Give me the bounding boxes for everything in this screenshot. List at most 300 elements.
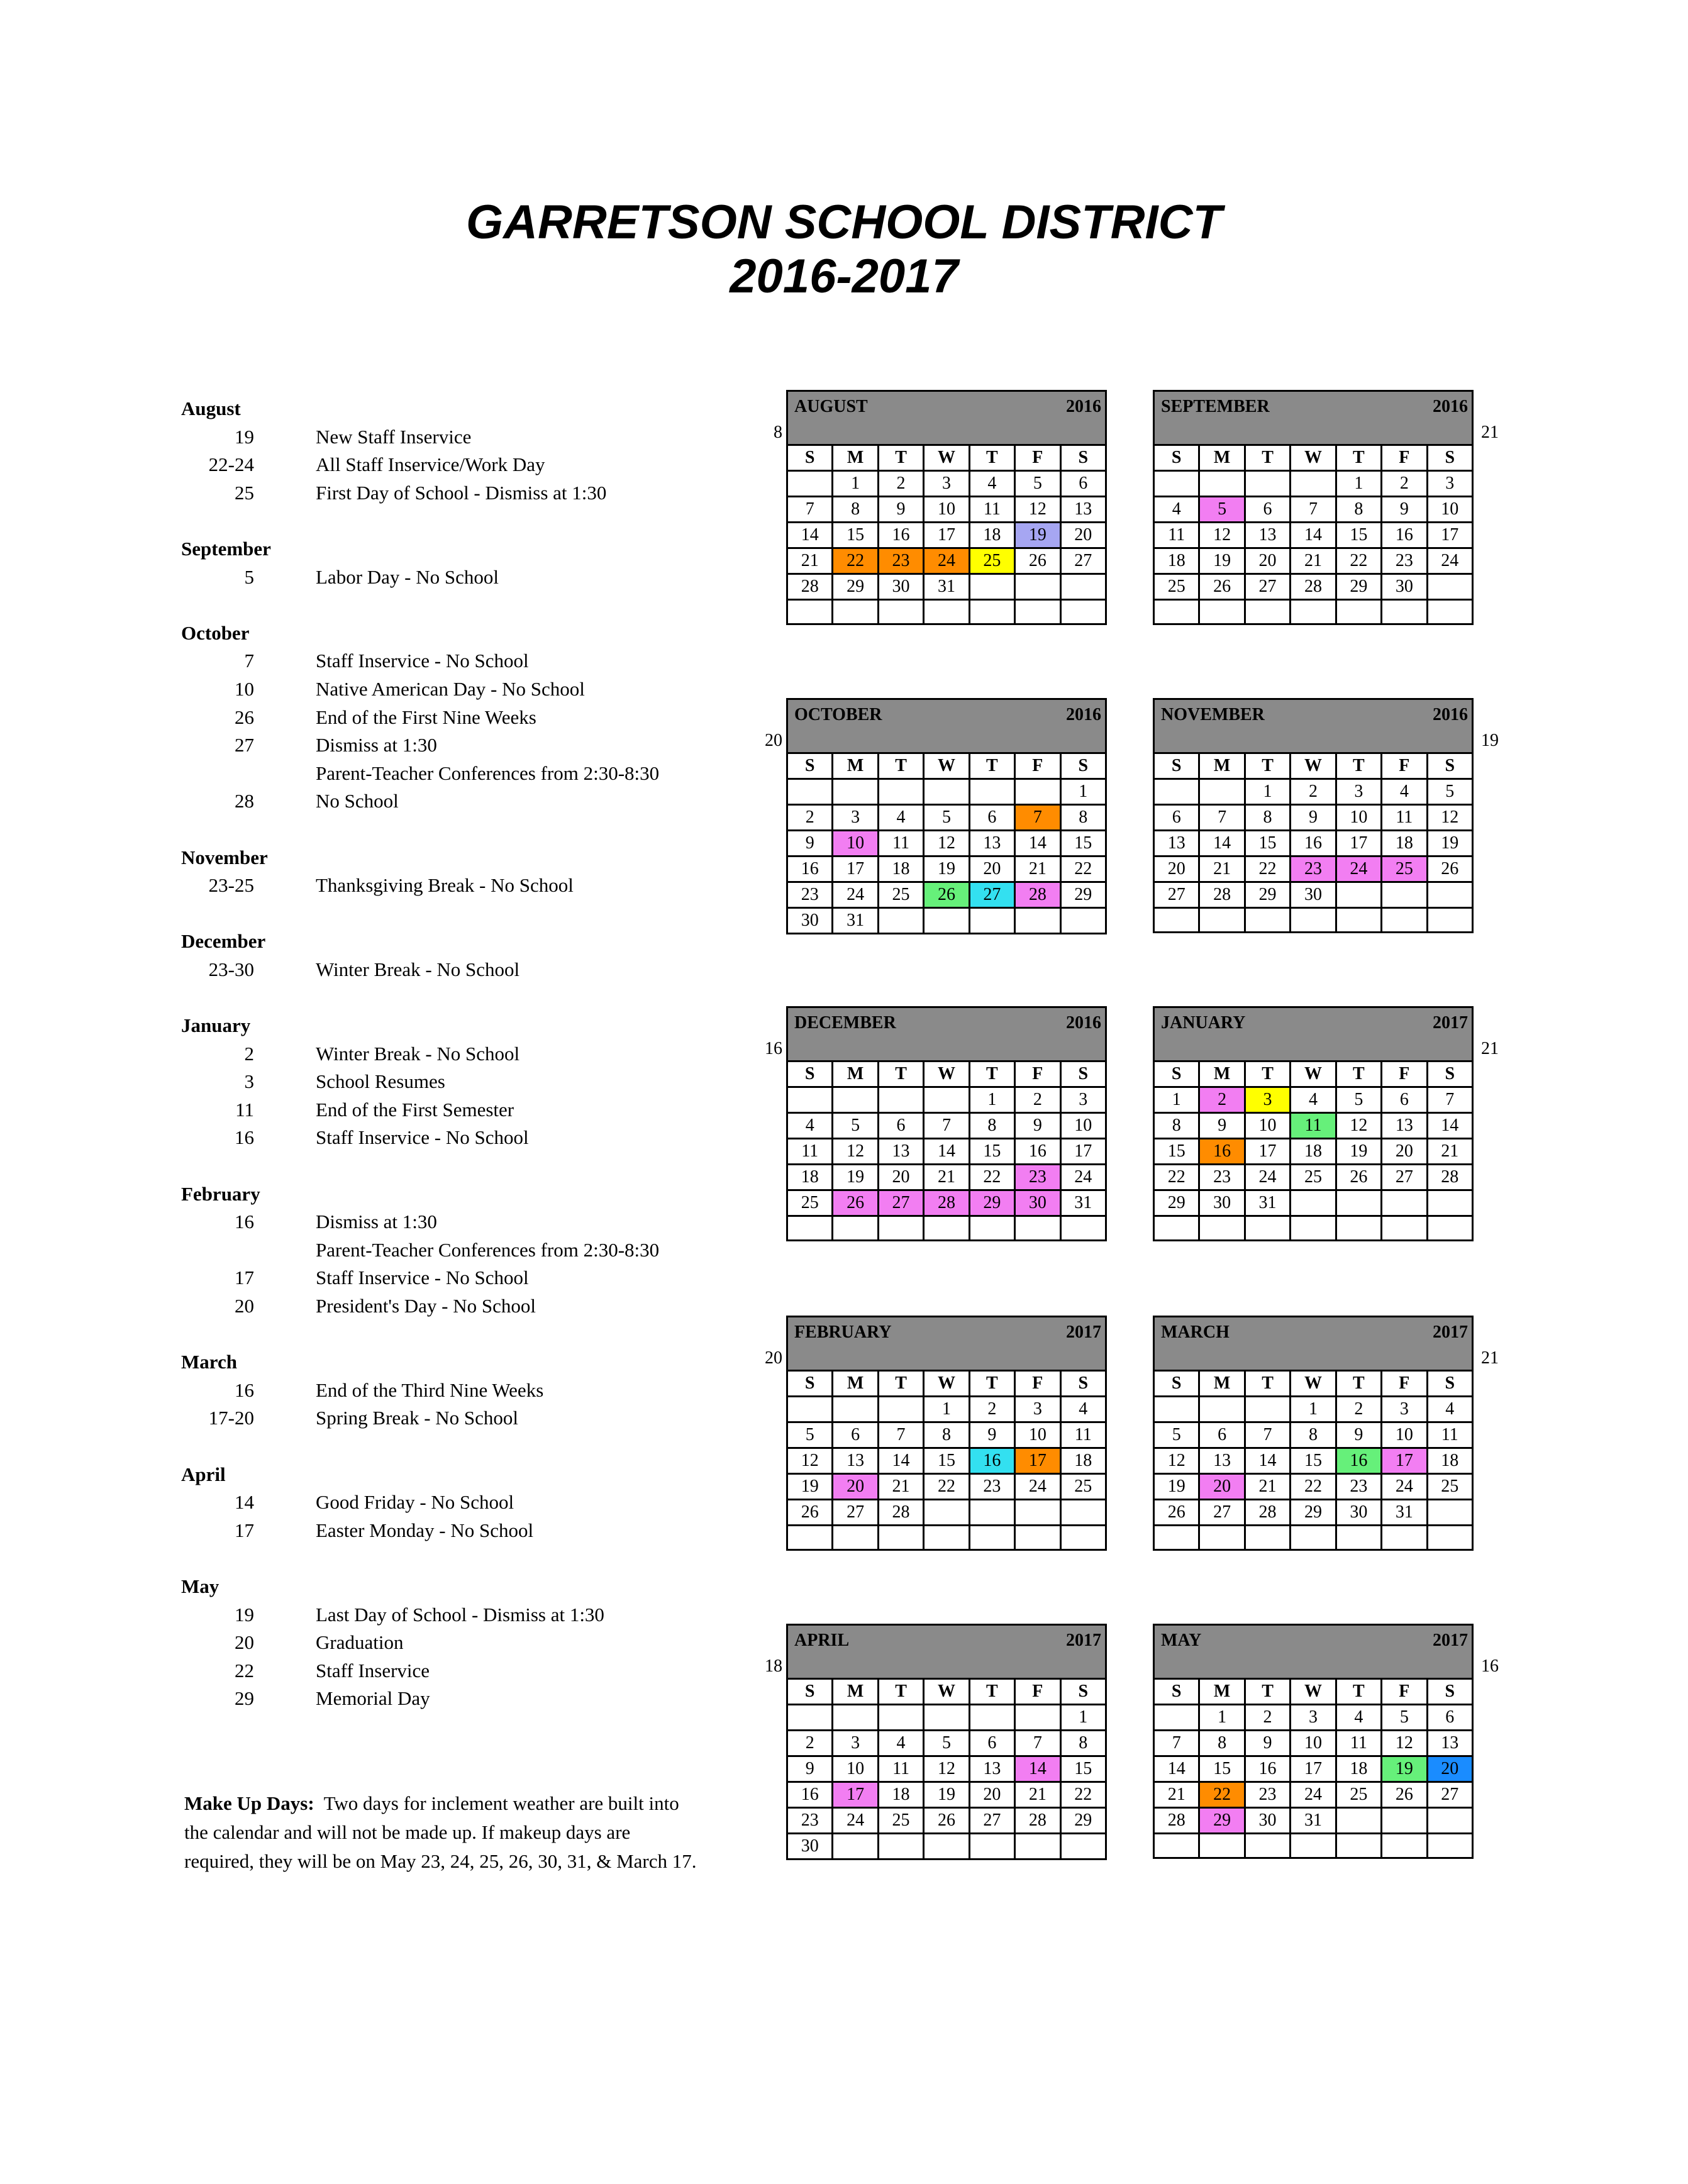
calendar-day <box>833 1397 878 1422</box>
calendar-day: 9 <box>787 831 833 856</box>
calendar-day: 15 <box>1154 1139 1199 1165</box>
calendar-month-name: OCTOBER <box>794 705 882 724</box>
calendar-day: 26 <box>924 882 969 908</box>
weekday-label: S <box>1060 1062 1106 1087</box>
weekday-label: M <box>833 1062 878 1087</box>
calendar-week <box>1154 1216 1473 1241</box>
event-date: 17 <box>235 1519 254 1541</box>
calendar-day: 16 <box>878 523 923 548</box>
calendar-day: 15 <box>1291 1448 1336 1474</box>
calendar-day: 31 <box>833 908 878 934</box>
calendar-day <box>1245 1216 1290 1241</box>
weekday-label: W <box>1291 445 1336 471</box>
event-row <box>181 1068 747 1096</box>
calendar-day <box>1154 1216 1199 1241</box>
calendar-day: 25 <box>1382 856 1427 882</box>
calendar-year: 2016 <box>1433 397 1468 416</box>
school-day-count: 16 <box>765 1039 782 1058</box>
calendar-day: 18 <box>1060 1448 1106 1474</box>
calendar-day: 7 <box>924 1113 969 1139</box>
calendar-month-name: DECEMBER <box>794 1013 896 1033</box>
calendar-day: 24 <box>1427 548 1472 574</box>
calendar-day: 22 <box>1291 1474 1336 1500</box>
calendar-day <box>1060 1834 1106 1860</box>
event-description: Dismiss at 1:30 <box>316 734 437 757</box>
calendar-day <box>833 600 878 624</box>
calendar-day <box>833 1705 878 1731</box>
calendar-week <box>787 908 1106 934</box>
calendar-day <box>1336 908 1381 933</box>
calendar-week <box>1154 1190 1473 1216</box>
events-spacer <box>181 984 747 1012</box>
weekday-label: T <box>1336 1679 1381 1705</box>
calendar-day <box>878 1397 923 1422</box>
calendar-day: 7 <box>1245 1422 1290 1448</box>
calendar-day: 17 <box>1336 831 1381 856</box>
weekday-label: T <box>1336 1062 1381 1087</box>
calendar-week <box>1154 1834 1473 1858</box>
calendar-day: 23 <box>1382 548 1427 574</box>
calendar-header <box>1153 390 1474 444</box>
calendar-day: 3 <box>1291 1705 1336 1731</box>
calendar-day: 17 <box>1427 523 1472 548</box>
calendar-day: 20 <box>1245 548 1290 574</box>
calendar-day: 13 <box>878 1139 923 1165</box>
calendar-day: 28 <box>878 1500 923 1526</box>
calendar-day: 8 <box>1245 805 1290 831</box>
event-date: 17-20 <box>208 1407 254 1429</box>
month-calendar-may <box>1153 1624 1474 1859</box>
event-row <box>181 1685 747 1713</box>
district-title: GARRETSON SCHOOL DISTRICT <box>466 196 1222 249</box>
calendar-day: 26 <box>1154 1500 1199 1526</box>
calendar-day: 16 <box>1245 1756 1290 1782</box>
month-calendar-april <box>786 1624 1107 1860</box>
calendar-week <box>787 1087 1106 1113</box>
month-calendar-december <box>786 1006 1107 1241</box>
school-day-count: 21 <box>1481 423 1499 442</box>
weekday-label: T <box>969 753 1014 779</box>
calendar-day: 2 <box>1336 1397 1381 1422</box>
weekday-label: T <box>878 753 923 779</box>
calendar-day: 20 <box>878 1165 923 1190</box>
event-description: No School <box>316 790 399 812</box>
calendar-day: 3 <box>1336 779 1381 805</box>
weekday-label: S <box>1060 753 1106 779</box>
calendar-day: 9 <box>1245 1731 1290 1756</box>
event-description: Last Day of School - Dismiss at 1:30 <box>316 1603 604 1626</box>
weekday-label: T <box>1336 753 1381 779</box>
calendar-day <box>1427 1190 1472 1216</box>
calendar-day: 21 <box>924 1165 969 1190</box>
calendar-day: 12 <box>924 1756 969 1782</box>
event-row <box>181 423 747 452</box>
calendar-grid <box>786 752 1107 934</box>
calendar-day: 30 <box>787 908 833 934</box>
calendar-day: 4 <box>969 471 1014 497</box>
calendar-day: 30 <box>1015 1190 1060 1216</box>
calendar-day <box>878 1216 923 1241</box>
calendar-day: 4 <box>1382 779 1427 805</box>
weekday-label: S <box>1154 1062 1199 1087</box>
calendar-week <box>787 1834 1106 1860</box>
calendar-day: 4 <box>1060 1397 1106 1422</box>
calendar-day: 1 <box>969 1087 1014 1113</box>
calendar-day: 28 <box>1427 1165 1472 1190</box>
calendar-week <box>787 1731 1106 1756</box>
calendar-day: 6 <box>878 1113 923 1139</box>
calendar-day <box>1015 600 1060 624</box>
event-date: 23-30 <box>208 958 254 980</box>
calendar-year: 2016 <box>1066 397 1101 416</box>
calendar-day: 21 <box>1015 1782 1060 1808</box>
event-date: 14 <box>235 1491 254 1514</box>
calendar-day: 14 <box>1291 523 1336 548</box>
calendar-week <box>1154 1500 1473 1526</box>
calendar-day: 25 <box>1336 1782 1381 1808</box>
calendar-day: 1 <box>833 471 878 497</box>
calendar-day: 18 <box>878 856 923 882</box>
calendar-day: 8 <box>1336 497 1381 523</box>
weekday-label: M <box>833 1679 878 1705</box>
calendar-day: 5 <box>1336 1087 1381 1113</box>
calendar-day: 30 <box>1245 1808 1290 1834</box>
calendar-day <box>787 779 833 805</box>
event-date: 2 <box>244 1042 254 1065</box>
calendar-header <box>1153 1006 1474 1060</box>
event-row <box>181 1264 747 1292</box>
calendar-day: 24 <box>924 548 969 574</box>
calendar-day: 21 <box>1245 1474 1290 1500</box>
calendar-day: 18 <box>1154 548 1199 574</box>
calendar-day: 8 <box>833 497 878 523</box>
calendar-day: 16 <box>1199 1139 1245 1165</box>
weekday-label: M <box>833 1371 878 1397</box>
calendar-day: 26 <box>1382 1782 1427 1808</box>
events-month-heading: January <box>181 1014 251 1037</box>
calendar-day: 16 <box>1291 831 1336 856</box>
calendar-day <box>878 1705 923 1731</box>
calendar-day: 8 <box>969 1113 1014 1139</box>
calendar-day: 21 <box>1015 856 1060 882</box>
calendar-day: 6 <box>1060 471 1106 497</box>
calendar-day: 5 <box>833 1113 878 1139</box>
events-spacer <box>181 591 747 619</box>
event-description: Graduation <box>316 1631 404 1654</box>
calendar-day <box>1015 574 1060 600</box>
calendar-day: 3 <box>1015 1397 1060 1422</box>
calendar-day <box>1382 1834 1427 1858</box>
calendar-day <box>878 600 923 624</box>
calendar-day: 27 <box>1154 882 1199 908</box>
calendar-day <box>1199 908 1245 933</box>
calendar-day: 2 <box>1382 471 1427 497</box>
calendar-day: 1 <box>1154 1087 1199 1113</box>
calendar-day: 22 <box>1199 1782 1245 1808</box>
weekday-label: S <box>787 445 833 471</box>
calendar-day <box>1015 1500 1060 1526</box>
event-description: Winter Break - No School <box>316 958 520 980</box>
calendar-day: 19 <box>1382 1756 1427 1782</box>
calendar-day: 24 <box>1382 1474 1427 1500</box>
calendar-day <box>969 908 1014 934</box>
calendar-day: 16 <box>969 1448 1014 1474</box>
calendar-day: 12 <box>1199 523 1245 548</box>
calendar-day: 16 <box>1382 523 1427 548</box>
event-row <box>181 872 747 900</box>
calendar-day <box>1427 1834 1472 1858</box>
calendar-day: 28 <box>787 574 833 600</box>
calendar-day: 19 <box>833 1165 878 1190</box>
calendar-week <box>787 600 1106 624</box>
calendar-day: 27 <box>1199 1500 1245 1526</box>
calendar-day: 19 <box>1199 548 1245 574</box>
calendar-header <box>786 390 1107 444</box>
calendar-day <box>969 1705 1014 1731</box>
calendar-day <box>1154 1526 1199 1550</box>
events-month-heading: November <box>181 846 268 868</box>
event-row <box>181 1096 747 1124</box>
event-description: All Staff Inservice/Work Day <box>316 453 545 476</box>
calendar-day: 19 <box>1154 1474 1199 1500</box>
weekday-label: W <box>924 445 969 471</box>
calendar-day: 13 <box>1199 1448 1245 1474</box>
calendar-day: 10 <box>1060 1113 1106 1139</box>
weekday-label: T <box>969 445 1014 471</box>
calendar-month-name: SEPTEMBER <box>1161 397 1270 416</box>
calendar-week <box>787 805 1106 831</box>
calendar-day <box>924 1834 969 1860</box>
event-description: End of the Third Nine Weeks <box>316 1378 544 1401</box>
calendar-day: 19 <box>787 1474 833 1500</box>
calendar-day <box>1060 600 1106 624</box>
calendar-day: 12 <box>924 831 969 856</box>
calendar-day <box>1154 471 1199 497</box>
event-date: 22-24 <box>208 453 254 476</box>
event-row <box>181 1208 747 1236</box>
calendar-day: 26 <box>924 1808 969 1834</box>
weekday-label: T <box>878 1062 923 1087</box>
event-date: 10 <box>235 677 254 700</box>
calendar-day: 7 <box>1015 1731 1060 1756</box>
month-calendar-august <box>786 390 1107 625</box>
events-month-heading: October <box>181 621 250 644</box>
calendar-day: 12 <box>1154 1448 1199 1474</box>
calendar-day: 31 <box>1245 1190 1290 1216</box>
calendar-day: 31 <box>924 574 969 600</box>
calendar-day: 4 <box>1336 1705 1381 1731</box>
calendar-day: 24 <box>1015 1474 1060 1500</box>
event-date: 7 <box>244 650 254 672</box>
calendar-day: 27 <box>1427 1782 1472 1808</box>
calendar-day <box>969 1216 1014 1241</box>
makeup-line-2: the calendar and will not be made up. If makeup days are <box>184 1821 631 1843</box>
calendar-day <box>1199 1526 1245 1550</box>
calendar-day <box>787 1087 833 1113</box>
calendar-day: 25 <box>787 1190 833 1216</box>
calendar-day: 23 <box>969 1474 1014 1500</box>
calendar-day <box>878 1834 923 1860</box>
calendar-day <box>1199 600 1245 624</box>
calendar-day: 7 <box>1427 1087 1472 1113</box>
calendar-day: 30 <box>1199 1190 1245 1216</box>
calendar-day <box>1199 1216 1245 1241</box>
event-description: Parent-Teacher Conferences from 2:30-8:30 <box>316 762 660 784</box>
weekday-label: T <box>969 1371 1014 1397</box>
makeup-line-1: Two days for inclement weather are built into <box>323 1792 679 1814</box>
event-date: 27 <box>235 734 254 757</box>
calendar-day <box>787 1526 833 1550</box>
calendar-day <box>924 1705 969 1731</box>
calendar-week <box>787 471 1106 497</box>
events-month-heading: August <box>181 397 241 419</box>
calendar-day: 3 <box>924 471 969 497</box>
events-month-heading: September <box>181 537 271 560</box>
calendar-header <box>786 1624 1107 1678</box>
weekday-label: F <box>1382 1679 1427 1705</box>
calendar-day <box>833 1526 878 1550</box>
calendar-day: 25 <box>1060 1474 1106 1500</box>
calendar-day: 20 <box>969 856 1014 882</box>
calendar-grid <box>786 1678 1107 1860</box>
calendar-day <box>1245 1834 1290 1858</box>
school-day-count: 21 <box>1481 1348 1499 1368</box>
weekday-label: W <box>924 1679 969 1705</box>
calendar-day: 25 <box>1291 1165 1336 1190</box>
month-calendar-february <box>786 1316 1107 1551</box>
events-spacer <box>181 1152 747 1180</box>
calendar-week <box>787 1756 1106 1782</box>
event-description: School Resumes <box>316 1070 445 1093</box>
calendar-day: 17 <box>1291 1756 1336 1782</box>
calendar-day: 16 <box>1015 1139 1060 1165</box>
event-description: Staff Inservice - No School <box>316 1126 529 1149</box>
calendar-day: 29 <box>1060 1808 1106 1834</box>
calendar-day <box>1015 908 1060 934</box>
event-description: Spring Break - No School <box>316 1407 519 1429</box>
school-day-count: 20 <box>765 731 782 750</box>
calendar-day: 3 <box>1060 1087 1106 1113</box>
calendar-day: 25 <box>878 1808 923 1834</box>
calendar-week <box>1154 908 1473 933</box>
calendar-day: 5 <box>1015 471 1060 497</box>
event-date: 20 <box>235 1631 254 1654</box>
events-month-heading: March <box>181 1351 237 1373</box>
weekday-label: S <box>1427 1679 1472 1705</box>
calendar-day: 24 <box>833 1808 878 1834</box>
calendar-day <box>1015 1705 1060 1731</box>
calendar-day <box>1154 600 1199 624</box>
calendar-day: 5 <box>924 805 969 831</box>
event-row <box>181 1292 747 1321</box>
calendar-day: 12 <box>1015 497 1060 523</box>
calendar-day: 24 <box>1291 1782 1336 1808</box>
weekday-label: F <box>1015 1371 1060 1397</box>
calendar-day: 5 <box>1199 497 1245 523</box>
calendar-year: 2017 <box>1066 1322 1101 1342</box>
calendar-day <box>1336 1190 1381 1216</box>
event-row <box>181 760 747 788</box>
calendar-day: 26 <box>1015 548 1060 574</box>
weekday-label: M <box>1199 753 1245 779</box>
calendar-day <box>1245 908 1290 933</box>
weekday-label: M <box>1199 1062 1245 1087</box>
event-row <box>181 647 747 675</box>
calendar-day: 20 <box>833 1474 878 1500</box>
calendar-header <box>786 1006 1107 1060</box>
calendar-day: 16 <box>1336 1448 1381 1474</box>
calendar-day <box>833 1087 878 1113</box>
calendar-day: 2 <box>787 1731 833 1756</box>
calendar-day: 7 <box>1154 1731 1199 1756</box>
calendar-day <box>1015 1216 1060 1241</box>
calendar-day: 2 <box>969 1397 1014 1422</box>
calendar-day: 10 <box>1336 805 1381 831</box>
calendar-day: 8 <box>1060 805 1106 831</box>
calendar-day: 15 <box>1199 1756 1245 1782</box>
calendar-day: 2 <box>878 471 923 497</box>
calendar-day <box>1336 1808 1381 1834</box>
event-date: 19 <box>235 1603 254 1626</box>
calendar-day: 26 <box>787 1500 833 1526</box>
calendar-day <box>1154 908 1199 933</box>
calendar-day: 15 <box>969 1139 1014 1165</box>
calendar-day: 8 <box>1154 1113 1199 1139</box>
calendar-day: 17 <box>833 856 878 882</box>
weekday-label: S <box>1060 1679 1106 1705</box>
event-description: Thanksgiving Break - No School <box>316 874 574 897</box>
calendar-header <box>1153 1624 1474 1678</box>
calendar-day: 8 <box>1291 1422 1336 1448</box>
calendar-day: 10 <box>1015 1422 1060 1448</box>
calendar-day: 27 <box>969 1808 1014 1834</box>
calendar-day: 9 <box>969 1422 1014 1448</box>
event-row <box>181 704 747 732</box>
weekday-label: F <box>1382 1062 1427 1087</box>
calendar-day: 14 <box>878 1448 923 1474</box>
calendar-day: 2 <box>787 805 833 831</box>
calendar-day: 4 <box>787 1113 833 1139</box>
calendar-day: 20 <box>1154 856 1199 882</box>
event-row <box>181 1040 747 1068</box>
calendar-day <box>1427 882 1472 908</box>
calendar-day: 21 <box>1291 548 1336 574</box>
month-calendar-october <box>786 698 1107 934</box>
calendar-day <box>1382 1190 1427 1216</box>
calendar-day: 20 <box>1060 523 1106 548</box>
event-date: 19 <box>235 425 254 448</box>
calendar-day: 24 <box>1336 856 1381 882</box>
weekday-label: T <box>878 445 923 471</box>
calendar-day: 20 <box>1382 1139 1427 1165</box>
calendar-day <box>1154 779 1199 805</box>
event-description: First Day of School - Dismiss at 1:30 <box>316 481 607 504</box>
calendar-day: 25 <box>878 882 923 908</box>
calendar-day: 10 <box>1291 1731 1336 1756</box>
calendar-week <box>1154 1113 1473 1139</box>
month-calendar-march <box>1153 1316 1474 1551</box>
calendar-week <box>1154 497 1473 523</box>
calendar-day <box>1336 1216 1381 1241</box>
weekday-label: T <box>1245 753 1290 779</box>
calendar-week <box>1154 1448 1473 1474</box>
event-row <box>181 451 747 479</box>
calendar-day: 29 <box>1199 1808 1245 1834</box>
event-date: 22 <box>235 1659 254 1682</box>
event-row <box>181 787 747 816</box>
calendar-day <box>833 1834 878 1860</box>
calendar-day: 10 <box>833 1756 878 1782</box>
